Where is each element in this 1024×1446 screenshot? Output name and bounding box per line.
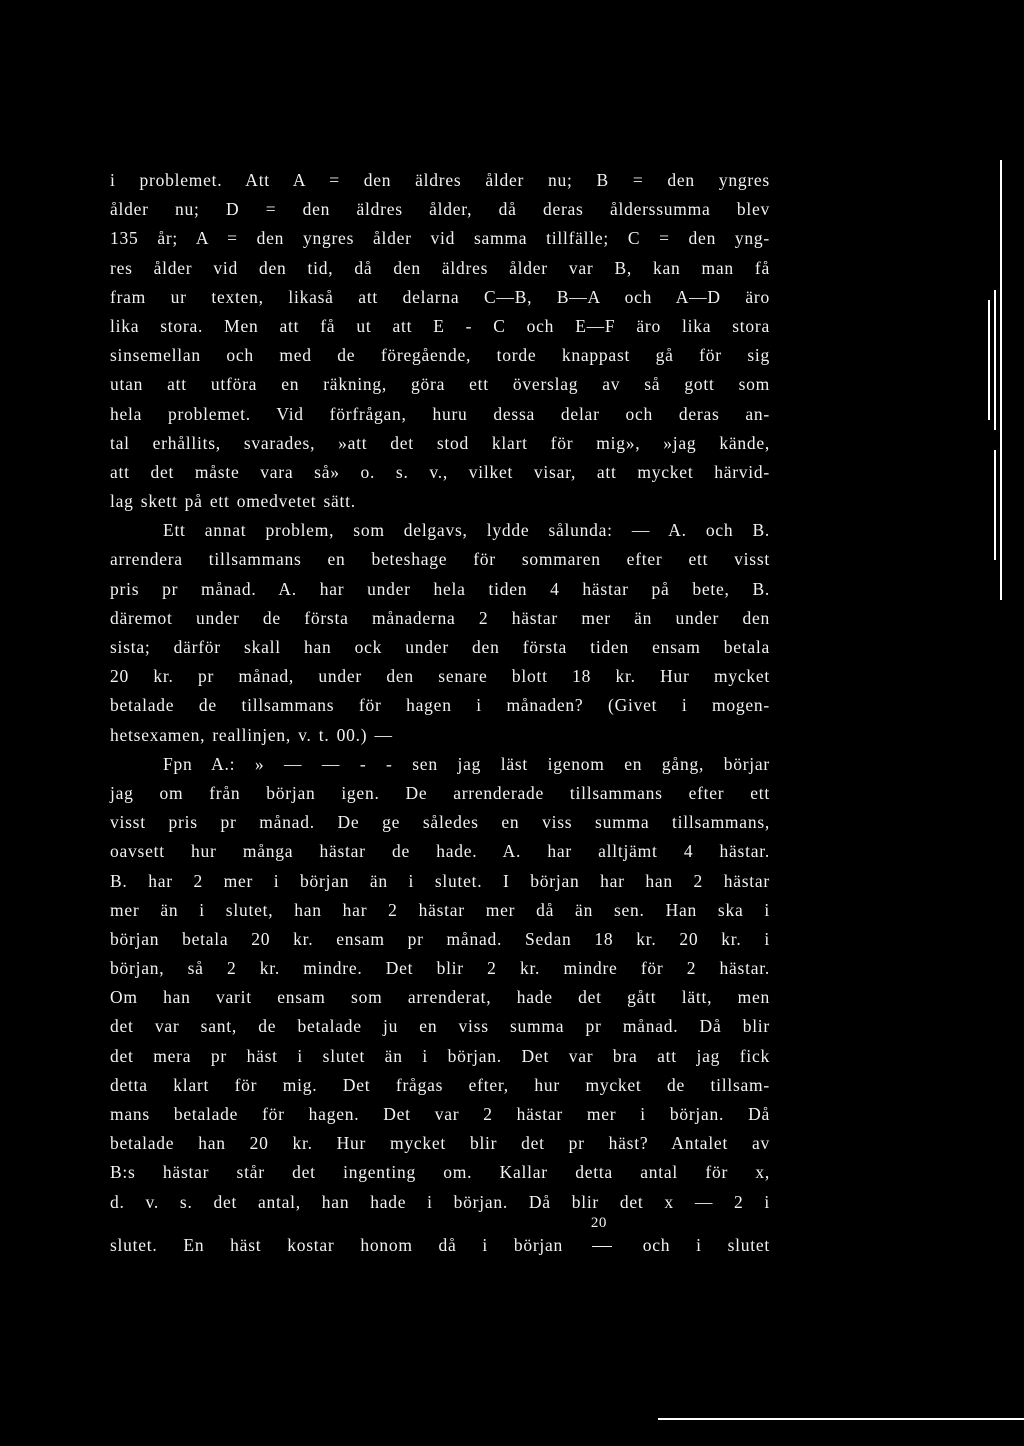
scan-edge-line <box>994 290 996 430</box>
text-line: betalade han 20 kr. Hur mycket blir det pr häst? Antalet av <box>110 1133 770 1154</box>
text-line: sista; därför skall han ock under den första tiden ensam betala <box>110 637 770 657</box>
text-line: Fpn A.: » — — - - sen jag läst igenom en gång, börjar <box>163 753 770 774</box>
text-line: hela problemet. Vid förfrågan, huru dessa delar och deras an- <box>110 403 770 424</box>
text-line: fram ur texten, likaså att delarna C—B, B—A och A—D äro <box>110 286 770 307</box>
text-line: sinsemellan och med de föregående, torde knappast gå för sig <box>110 345 770 366</box>
text-line: däremot under de första månaderna 2 hästar mer än under den <box>110 607 770 628</box>
text-line: i problemet. Att A = den äldres ålder nu; B = den yngres <box>110 170 770 190</box>
scan-edge-line <box>988 300 990 420</box>
text-line: början, så 2 kr. mindre. Det blir 2 kr. mindre för 2 hästar. <box>110 958 770 979</box>
text-line: början betala 20 kr. ensam pr månad. Sedan 18 kr. 20 kr. i <box>110 928 770 949</box>
final-line-start: slutet. En häst kostar honom då i början <box>110 1234 564 1255</box>
text-line: lika stora. Men att få ut att E - C och E—F äro lika stora <box>110 315 770 336</box>
text-line: pris pr månad. A. har under hela tiden 4 hästar på bete, B. <box>110 578 770 599</box>
text-line: 135 år; A = den yngres ålder vid samma tillfälle; C = den yng- <box>110 228 770 249</box>
text-line: mer än i slutet, han har 2 hästar mer då än sen. Han ska i <box>110 899 770 920</box>
text-line: betalade de tillsammans för hagen i månaden? (Givet i mogen- <box>110 695 770 716</box>
text-line: utan att utföra en räkning, göra ett överslag av så gott som <box>110 374 770 395</box>
text-line: det mera pr häst i slutet än i början. Det var bra att jag fick <box>110 1045 770 1066</box>
text-line: d. v. s. det antal, han hade i början. Då blir det x — 2 i <box>110 1191 770 1212</box>
text-line: 20 kr. pr månad, under den senare blott 18 kr. Hur mycket <box>110 666 770 687</box>
text-line: att det måste vara så» o. s. v., vilket visar, att mycket härvid- <box>110 461 770 482</box>
text-line: detta klart för mig. Det frågas efter, hur mycket de tillsam- <box>110 1074 770 1095</box>
fraction <box>589 1214 617 1254</box>
body-text <box>110 166 770 1270</box>
text-line: B. har 2 mer i början än i slutet. I början har han 2 hästar <box>110 870 770 891</box>
text-line: oavsett hur många hästar de hade. A. har alltjämt 4 hästar. <box>110 841 770 862</box>
text-line: visst pris pr månad. De ge således en viss summa tillsammans, <box>110 812 770 833</box>
text-line: jag om från början igen. De arrenderade tillsammans efter ett <box>110 782 770 803</box>
scan-edge-line <box>1000 160 1002 600</box>
text-line: Om han varit ensam som arrenderat, hade det gått lätt, men <box>110 987 770 1008</box>
text-line: ålder nu; D = den äldres ålder, då deras ålderssumma blev <box>110 199 770 220</box>
final-line-end: och i slutet <box>642 1234 771 1255</box>
fraction-bar <box>592 1246 612 1247</box>
text-line: B:s hästar står det ingenting om. Kallar detta antal för x, <box>110 1162 770 1183</box>
scan-bottom-line <box>658 1418 1024 1420</box>
text-line: res ålder vid den tid, då den äldres ålder var B, kan man få <box>110 257 770 278</box>
text-line: Ett annat problem, som delgavs, lydde sålunda: — A. och B. <box>163 520 770 541</box>
text-line: lag skett på ett omedvetet sätt. <box>110 491 356 512</box>
text-line: arrendera tillsammans en beteshage för sommaren efter ett visst <box>110 549 770 570</box>
text-line: det var sant, de betalade ju en viss summa pr månad. Då blir <box>110 1016 770 1037</box>
fraction-numerator: 20 <box>590 1214 607 1231</box>
text-line: tal erhållits, svarades, »att det stod klart för mig», »jag kände, <box>110 432 770 453</box>
text-line: hetsexamen, reallinjen, v. t. 00.) — <box>110 724 393 745</box>
final-line <box>110 1214 771 1270</box>
text-line: mans betalade för hagen. Det var 2 hästar mer i början. Då <box>110 1104 770 1124</box>
scan-edge-line <box>994 450 996 560</box>
